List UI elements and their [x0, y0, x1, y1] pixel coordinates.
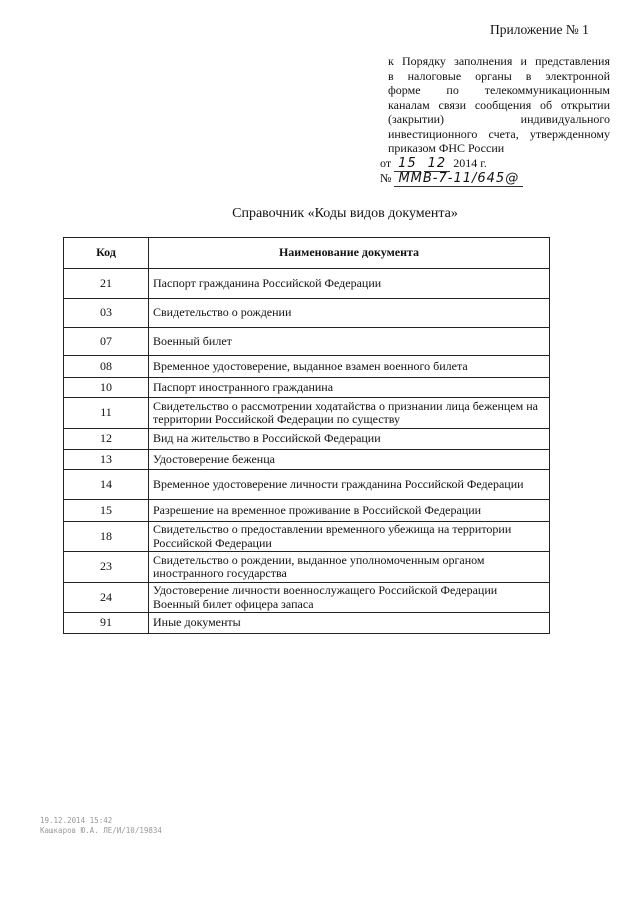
order-number — [380, 171, 523, 187]
table-row — [64, 500, 550, 522]
order-number-value: ММВ-7-11/645@ — [394, 171, 523, 187]
cell-name: Разрешение на временное проживание в Российской Федерации — [149, 500, 550, 522]
cell-name: Свидетельство о рождении, выданное уполномоченным органом иностранного государства — [149, 552, 550, 583]
table-row — [64, 522, 550, 552]
table-header-row — [64, 238, 550, 269]
table-row — [64, 398, 550, 429]
cell-name: Свидетельство о предоставлении временного убежища на территории Российской Федерации — [149, 522, 550, 552]
cell-code: 15 — [64, 500, 149, 522]
cell-name: Свидетельство о рассмотрении ходатайства о признании лица беженцем на территории Российской Федерации по существу — [149, 398, 550, 429]
table-row — [64, 328, 550, 356]
cell-code: 08 — [64, 356, 149, 378]
order-reference-line: в налоговые органы в электронной — [388, 68, 610, 83]
order-reference-line: форме по телекоммуникационным — [388, 83, 610, 97]
order-date-year: 2014 г. — [453, 156, 487, 170]
table-row — [64, 429, 550, 450]
table-row — [64, 613, 550, 634]
cell-name: Военный билет — [149, 328, 550, 356]
table-row — [64, 450, 550, 470]
cell-code: 12 — [64, 429, 149, 450]
table-row — [64, 356, 550, 378]
stamp-line: 19.12.2014 15:42 — [40, 816, 113, 825]
column-header-code: Код — [64, 238, 149, 269]
cell-name: Удостоверение личности военнослужащего Российской Федерации Военный билет офицера запаса — [149, 583, 550, 613]
table-row — [64, 583, 550, 613]
column-header-name: Наименование документа — [149, 238, 550, 269]
order-reference-line: приказом ФНС России — [388, 141, 505, 155]
table-row — [64, 269, 550, 299]
order-date-prefix: от — [380, 156, 392, 170]
cell-name: Вид на жительство в Российской Федерации — [149, 429, 550, 450]
document-title: Справочник «Коды видов документа» — [232, 206, 458, 221]
order-reference — [388, 54, 610, 156]
cell-code: 10 — [64, 378, 149, 398]
cell-name: Паспорт иностранного гражданина — [149, 378, 550, 398]
table-row — [64, 299, 550, 328]
table-row — [64, 470, 550, 500]
table-row — [64, 552, 550, 583]
cell-name: Свидетельство о рождении — [149, 299, 550, 328]
cell-name: Иные документы — [149, 613, 550, 634]
table-row — [64, 378, 550, 398]
order-reference-line: (закрытии) индивидуального — [388, 112, 610, 126]
order-number-prefix: № — [380, 171, 392, 185]
cell-code: 91 — [64, 613, 149, 634]
registration-stamp — [40, 816, 162, 836]
appendix-title: Приложение № 1 — [490, 22, 589, 37]
cell-code: 13 — [64, 450, 149, 470]
order-date — [380, 156, 487, 172]
order-reference-line: инвестиционного счета, утвержденному — [388, 126, 610, 141]
cell-name: Паспорт гражданина Российской Федерации — [149, 269, 550, 299]
cell-name: Временное удостоверение личности гражданина Российской Федерации — [149, 470, 550, 500]
order-date-month: 12 — [424, 156, 451, 172]
cell-name: Временное удостоверение, выданное взамен военного билета — [149, 356, 550, 378]
cell-code: 07 — [64, 328, 149, 356]
cell-code: 23 — [64, 552, 149, 583]
order-reference-line: каналам связи сообщения об открытии — [388, 97, 610, 112]
stamp-line: Кашкаров Ю.А. ЛЕ/И/10/19834 — [40, 826, 162, 835]
cell-code: 24 — [64, 583, 149, 613]
cell-name: Удостоверение беженца — [149, 450, 550, 470]
cell-code: 11 — [64, 398, 149, 429]
order-date-day: 15 — [394, 156, 421, 172]
document-codes-table — [63, 237, 550, 634]
cell-code: 03 — [64, 299, 149, 328]
cell-code: 14 — [64, 470, 149, 500]
order-reference-line: к Порядку заполнения и представления — [388, 54, 610, 68]
cell-code: 18 — [64, 522, 149, 552]
cell-code: 21 — [64, 269, 149, 299]
